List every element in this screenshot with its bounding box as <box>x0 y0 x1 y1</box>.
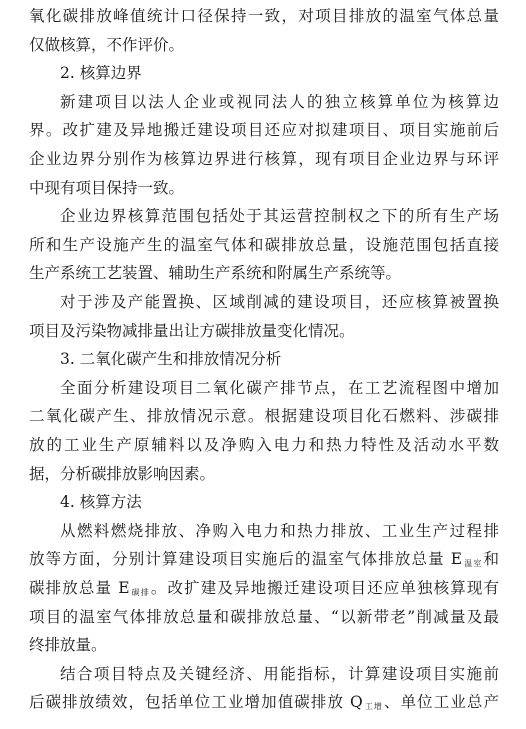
line-text: 和 <box>483 550 499 569</box>
paragraph-line: 界。改扩建及异地搬迁建设项目还应对拟建项目、项目实施前后 <box>29 121 499 140</box>
paragraph-line: 生产系统工艺装置、辅助生产系统和附属生产系统等。 <box>29 264 402 283</box>
paragraph-line: 二氧化碳产生、排放情况示意。根据建设项目化石燃料、涉碳排 <box>29 407 499 426</box>
paragraph-line <box>29 549 499 574</box>
line-text: 放等方面，分别计算建设项目实施后的温室气体排放总量 E <box>29 550 463 569</box>
paragraph-line: 中现有项目保持一致。 <box>29 178 185 197</box>
paragraph-line <box>29 692 499 717</box>
subscript-text: 温室 <box>463 559 483 569</box>
line-text: 。改扩建及异地搬迁建设项目还应单独核算现有 <box>150 579 499 597</box>
paragraph-line: 企业边界核算范围包括处于其运营控制权之下的所有生产场 <box>60 207 499 226</box>
section-heading: 2. 核算边界 <box>60 64 142 83</box>
paragraph-line: 新建项目以法人企业或视同法人的独立核算单位为核算边 <box>60 92 499 111</box>
line-text: 后碳排放绩效，包括单位工业增加值碳排放 Q <box>29 693 363 712</box>
paragraph-line: 氧化碳排放峰值统计口径保持一致，对项目排放的温室气体总量 <box>29 7 499 25</box>
paragraph-line: 放的工业生产原辅料以及净购入电力和热力特性及活动水平数 <box>29 436 499 454</box>
line-text: 碳排放总量 E <box>29 579 130 597</box>
paragraph-line: 所和生产设施产生的温室气体和碳排放总量，设施范围包括直接 <box>29 235 499 254</box>
paragraph-line: 仅做核算，不作评价。 <box>29 35 185 54</box>
paragraph-line: 从燃料燃烧排放、净购入电力和热力排放、工业生产过程排 <box>60 521 499 540</box>
section-heading: 3. 二氧化碳产生和排放情况分析 <box>60 350 282 369</box>
subscript-text: 碳排 <box>130 588 150 597</box>
paragraph-line: 全面分析建设项目二氧化碳产排节点，在工艺流程图中增加 <box>60 378 499 397</box>
paragraph-line: 据，分析碳排放影响因素。 <box>29 464 216 483</box>
paragraph-line <box>29 578 499 603</box>
paragraph-line: 项目的温室气体排放总量和碳排放总量、“以新带老”削减量及最 <box>29 607 499 626</box>
section-heading: 4. 核算方法 <box>60 493 142 512</box>
paragraph-line: 对于涉及产能置换、区域削减的建设项目，还应核算被置换 <box>60 293 499 311</box>
line-text: 、单位工业总产 <box>384 693 500 712</box>
paragraph-line: 结合项目特点及关键经济、用能指标，计算建设项目实施前 <box>60 664 499 683</box>
subscript-text: 工增 <box>363 702 384 712</box>
paragraph-line: 项目及污染物减排量出让方碳排放量变化情况。 <box>29 321 355 340</box>
paragraph-line: 企业边界分别作为核算边界进行核算，现有项目企业边界与环评 <box>29 150 499 168</box>
paragraph-line: 终排放量。 <box>29 636 107 655</box>
